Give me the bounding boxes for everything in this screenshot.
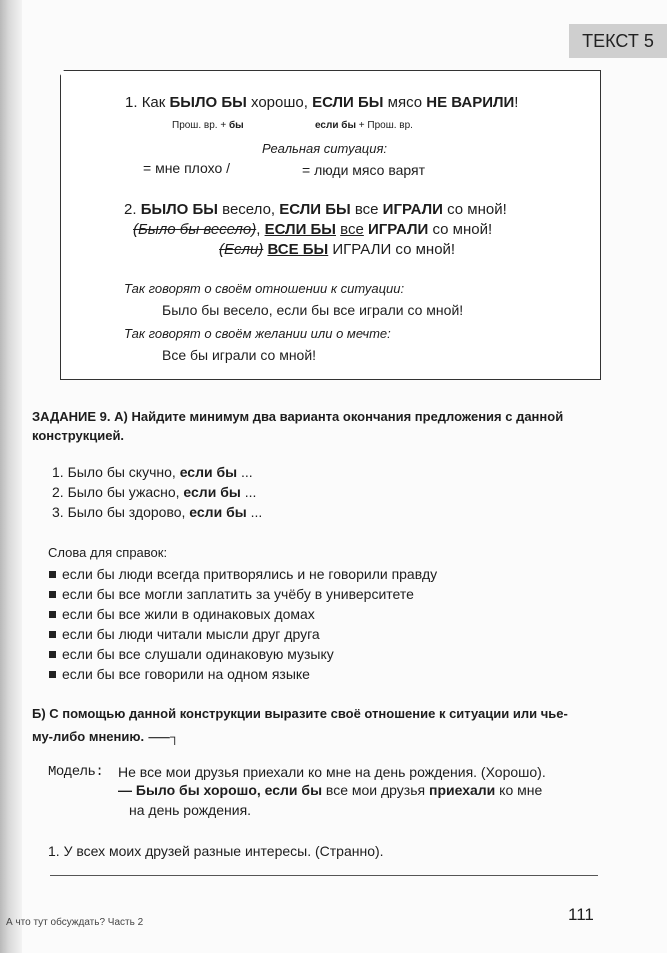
example-text: все (354, 201, 379, 218)
model-text: Не все мои друзья приехали ко мне на день рождения. (Хорошо). (118, 764, 546, 780)
example-2 (124, 201, 507, 218)
item-number: 2. (52, 484, 64, 500)
answer-line (50, 875, 598, 876)
item-text: Было бы ужасно, (67, 484, 180, 500)
real-situation-left: = мне плохо / (143, 160, 231, 176)
page-spine-shadow (0, 0, 22, 953)
bullet-icon (49, 671, 56, 678)
example-text: ИГРАЛИ (332, 241, 392, 258)
help-item (49, 666, 310, 682)
help-item (49, 646, 334, 662)
example-keyword: БЫЛО БЫ (169, 94, 247, 111)
text-section-tab: ТЕКСТ 5 (569, 24, 667, 58)
example-1 (125, 94, 518, 111)
attitude-label: Так говорят о своём отношении к ситуации: (124, 281, 405, 296)
item-text: Было бы скучно, (67, 464, 176, 480)
bullet-icon (49, 571, 56, 578)
task-b-title-cont (32, 726, 179, 745)
example-keyword: ЕСЛИ БЫ (279, 201, 351, 218)
formula-note-right (315, 120, 413, 131)
help-item-text: если бы все говорили на одном языке (62, 666, 310, 682)
formula-text: + Прош. вр. (358, 120, 413, 131)
example-keyword: НЕ ВАРИЛИ (426, 94, 515, 111)
struck-text: (Было бы весело) (133, 221, 257, 238)
answer-text: все мои друзья (325, 782, 426, 798)
answer-dash: — (118, 782, 132, 798)
help-item (49, 586, 414, 602)
help-label: Слова для справок: (48, 545, 168, 560)
task-item (52, 484, 256, 500)
formula-keyword: бы (228, 120, 244, 131)
item-keyword: если бы (189, 504, 247, 520)
answer-text: ко мне (499, 782, 543, 798)
task-item (52, 504, 262, 520)
task-b-title: Б) С помощью данной конструкции выразите своё отношение к ситуации или чье- (32, 706, 568, 721)
example-2-variant-b (219, 241, 455, 258)
item-text: Было бы здорово, (67, 504, 186, 520)
example-keyword: ИГРАЛИ (382, 201, 443, 218)
task-b-title-text: му-либо мнению. (32, 729, 145, 744)
item-number: 1. (52, 464, 64, 480)
bullet-icon (49, 631, 56, 638)
example-number: 1. (125, 94, 138, 111)
model-answer (118, 782, 542, 798)
formula-note-left (172, 120, 244, 131)
example-text: со мной! (395, 241, 456, 258)
example-2-variant-a (133, 221, 492, 238)
bullet-icon (49, 611, 56, 618)
task-b-item-1: 1. У всех моих друзей разные интересы. (Странно). (48, 843, 384, 859)
model-label: Модель: (48, 764, 104, 780)
formula-text: Прош. вр. + (172, 120, 227, 131)
example-text: со мной! (447, 201, 507, 218)
example-keyword: БЫЛО БЫ (140, 201, 218, 218)
help-item-text: если бы люди всегда притворялись и не говорили правду (62, 566, 438, 582)
page-number: 111 (568, 905, 594, 924)
struck-text: (Если) (219, 241, 264, 258)
bullet-icon (49, 591, 56, 598)
help-item-text: если бы люди читали мысли друг друга (62, 626, 320, 642)
item-keyword: если бы (183, 484, 241, 500)
bullet-icon (49, 651, 56, 658)
example-punct: , (256, 221, 261, 238)
item-number: 3. (52, 504, 64, 520)
example-number: 2. (124, 201, 137, 218)
task-9-title: ЗАДАНИЕ 9. А) Найдите минимум два варианта окончания предложения с данной (32, 409, 564, 424)
real-situation-label: Реальная ситуация: (262, 141, 388, 156)
example-text: мясо (387, 94, 423, 111)
item-ellipsis: ... (240, 464, 253, 480)
book-title-footer: А что тут обсуждать? Часть 2 (6, 917, 144, 928)
item-keyword: если бы (179, 464, 238, 480)
item-ellipsis: ... (244, 484, 257, 500)
example-text: все (340, 221, 364, 238)
box-folded-corner (54, 70, 64, 84)
answer-keyword: Было бы хорошо, если бы (135, 782, 323, 798)
example-text: Как (141, 94, 166, 111)
help-item-text: если бы все могли заплатить за учёбу в университете (62, 586, 414, 602)
answer-keyword: приехали (428, 782, 496, 798)
task-9-title-cont: конструкцией. (32, 428, 125, 443)
example-text: со мной! (432, 221, 493, 238)
wish-label: Так говорят о своём желании или о мечте: (124, 326, 391, 341)
help-item-text: если бы все слушали одинаковую музыку (62, 646, 334, 662)
real-situation-right: = люди мясо варят (302, 162, 426, 178)
task-item (52, 464, 253, 480)
model-answer-cont: на день рождения. (129, 802, 252, 818)
example-text: хорошо, (250, 94, 308, 111)
example-keyword: ЕСЛИ БЫ (264, 221, 336, 238)
example-text: весело, (222, 201, 276, 218)
formula-keyword: если бы (315, 120, 356, 131)
help-item-text: если бы все жили в одинаковых домах (62, 606, 315, 622)
help-item (49, 606, 315, 622)
example-keyword: ВСЕ БЫ (267, 241, 329, 258)
item-ellipsis: ... (250, 504, 263, 520)
example-keyword: ЕСЛИ БЫ (312, 94, 384, 111)
key-icon: ⸺┐ (148, 729, 180, 744)
example-keyword: ИГРАЛИ (367, 221, 429, 238)
help-item (49, 566, 437, 582)
help-item (49, 626, 320, 642)
example-punct: ! (514, 94, 519, 111)
attitude-example: Было бы весело, если бы все играли со мной! (162, 302, 464, 318)
wish-example: Все бы играли со мной! (162, 347, 317, 363)
